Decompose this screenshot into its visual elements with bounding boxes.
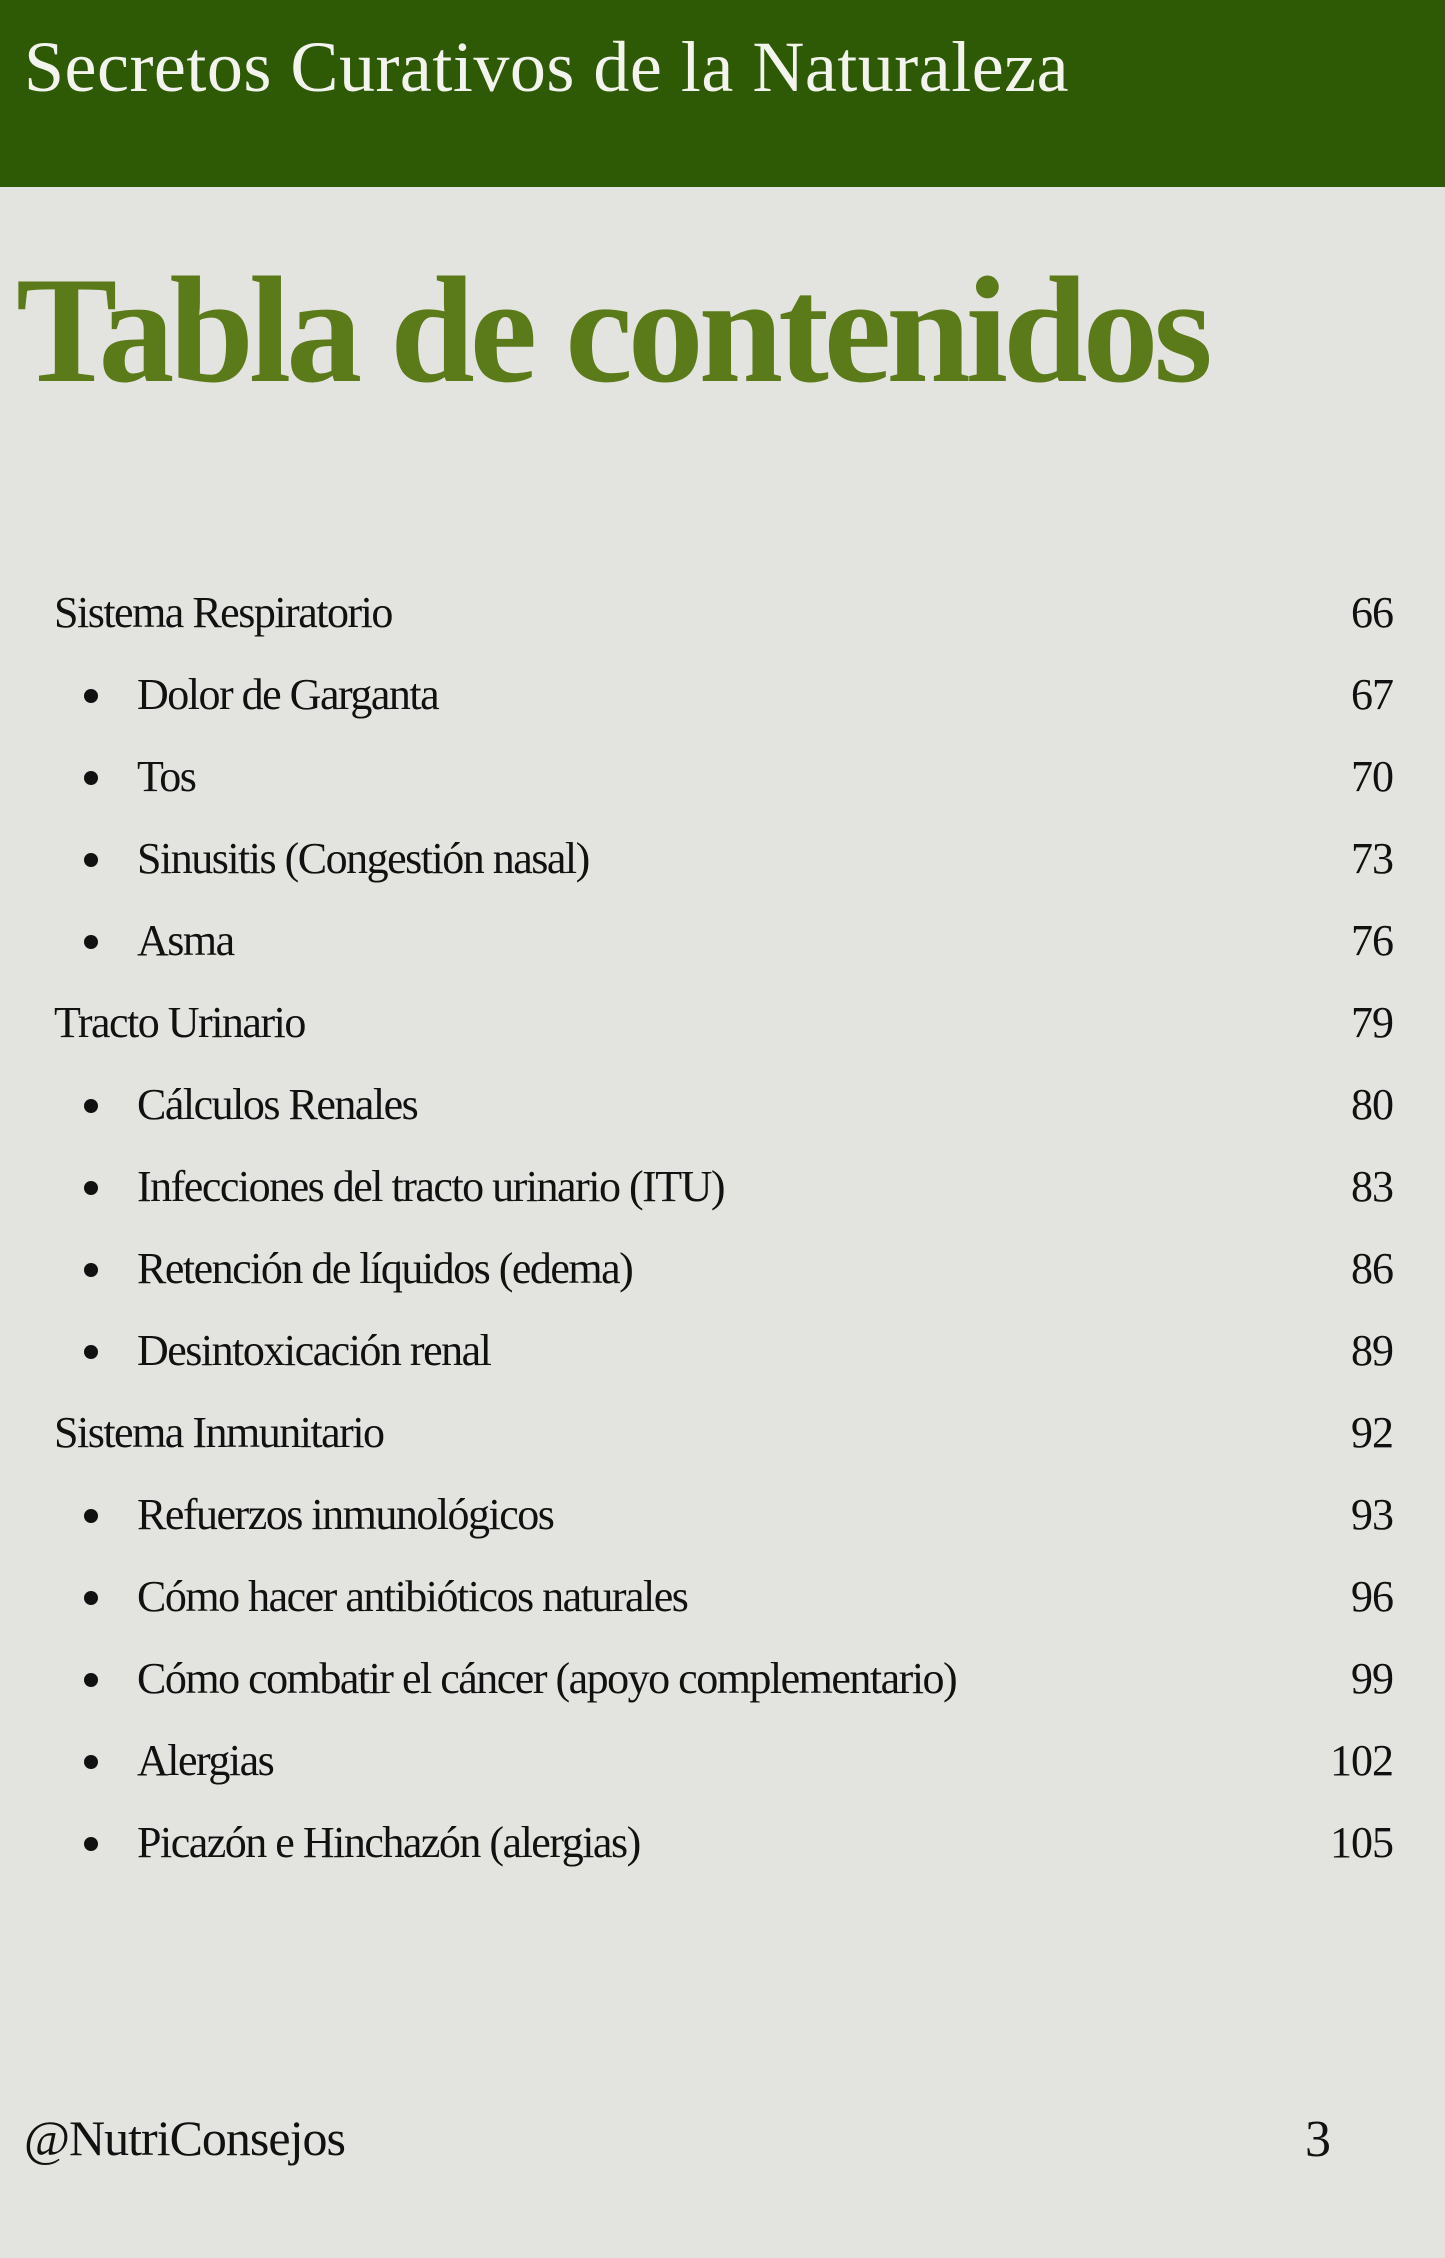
toc-entry-label: Asma [137, 916, 234, 965]
bullet-icon [84, 853, 98, 867]
toc-entry-label: Cálculos Renales [137, 1080, 418, 1129]
footer-page-number: 3 [1305, 2111, 1331, 2168]
bullet-icon [84, 1181, 98, 1195]
toc-entry-label: Desintoxicación renal [137, 1326, 491, 1375]
page-title: Tabla de contenidos [16, 246, 1208, 414]
bullet-icon [84, 771, 98, 785]
toc-entry-page: 73 [1351, 834, 1393, 883]
toc-entry-label: Tos [137, 752, 196, 801]
toc-section-row [0, 1392, 1445, 1474]
toc-item-row [0, 1474, 1445, 1556]
toc-entry-page: 96 [1351, 1572, 1393, 1621]
toc-entry-page: 102 [1330, 1736, 1393, 1785]
bullet-icon [84, 1837, 98, 1851]
bullet-icon [84, 1755, 98, 1769]
toc-entry-label: Sinusitis (Congestión nasal) [137, 834, 589, 883]
toc-entry-page: 99 [1351, 1654, 1393, 1703]
header-bar [0, 0, 1445, 187]
bullet-icon [84, 1345, 98, 1359]
bullet-icon [84, 1509, 98, 1523]
toc-item-row [0, 1802, 1445, 1884]
toc-item-row [0, 1720, 1445, 1802]
toc-entry-page: 70 [1351, 752, 1393, 801]
toc-entry-label: Dolor de Garganta [137, 670, 439, 719]
toc-entry-label: Sistema Respiratorio [54, 588, 392, 637]
toc-entry-label: Tracto Urinario [54, 998, 305, 1047]
table-of-contents [0, 572, 1445, 1884]
toc-entry-label: Retención de líquidos (edema) [137, 1244, 633, 1293]
toc-item-row [0, 1638, 1445, 1720]
toc-entry-label: Cómo hacer antibióticos naturales [137, 1572, 688, 1621]
toc-item-row [0, 736, 1445, 818]
toc-entry-label: Infecciones del tracto urinario (ITU) [137, 1162, 725, 1211]
toc-entry-label: Refuerzos inmunológicos [137, 1490, 554, 1539]
toc-entry-page: 93 [1351, 1490, 1393, 1539]
bullet-icon [84, 689, 98, 703]
toc-entry-page: 92 [1351, 1408, 1393, 1457]
toc-entry-label: Sistema Inmunitario [54, 1408, 384, 1457]
toc-entry-page: 80 [1351, 1080, 1393, 1129]
toc-item-row [0, 900, 1445, 982]
toc-entry-page: 76 [1351, 916, 1393, 965]
book-title: Secretos Curativos de la Naturaleza [24, 27, 1070, 107]
toc-item-row [0, 818, 1445, 900]
bullet-icon [84, 1099, 98, 1113]
toc-entry-page: 66 [1351, 588, 1393, 637]
toc-entry-page: 86 [1351, 1244, 1393, 1293]
bullet-icon [84, 1673, 98, 1687]
toc-entry-page: 67 [1351, 670, 1393, 719]
toc-item-row [0, 1064, 1445, 1146]
toc-section-row [0, 572, 1445, 654]
toc-item-row [0, 1310, 1445, 1392]
bullet-icon [84, 1591, 98, 1605]
toc-item-row [0, 1556, 1445, 1638]
toc-item-row [0, 1146, 1445, 1228]
toc-entry-page: 79 [1351, 998, 1393, 1047]
bullet-icon [84, 1263, 98, 1277]
toc-entry-page: 105 [1330, 1818, 1393, 1867]
toc-entry-page: 89 [1351, 1326, 1393, 1375]
toc-entry-label: Picazón e Hinchazón (alergias) [137, 1818, 640, 1867]
toc-entry-page: 83 [1351, 1162, 1393, 1211]
toc-entry-label: Alergias [137, 1736, 274, 1785]
footer-handle: @NutriConsejos [24, 2110, 345, 2166]
toc-section-row [0, 982, 1445, 1064]
toc-item-row [0, 654, 1445, 736]
toc-entry-label: Cómo combatir el cáncer (apoyo complementario) [137, 1654, 957, 1703]
toc-item-row [0, 1228, 1445, 1310]
bullet-icon [84, 935, 98, 949]
